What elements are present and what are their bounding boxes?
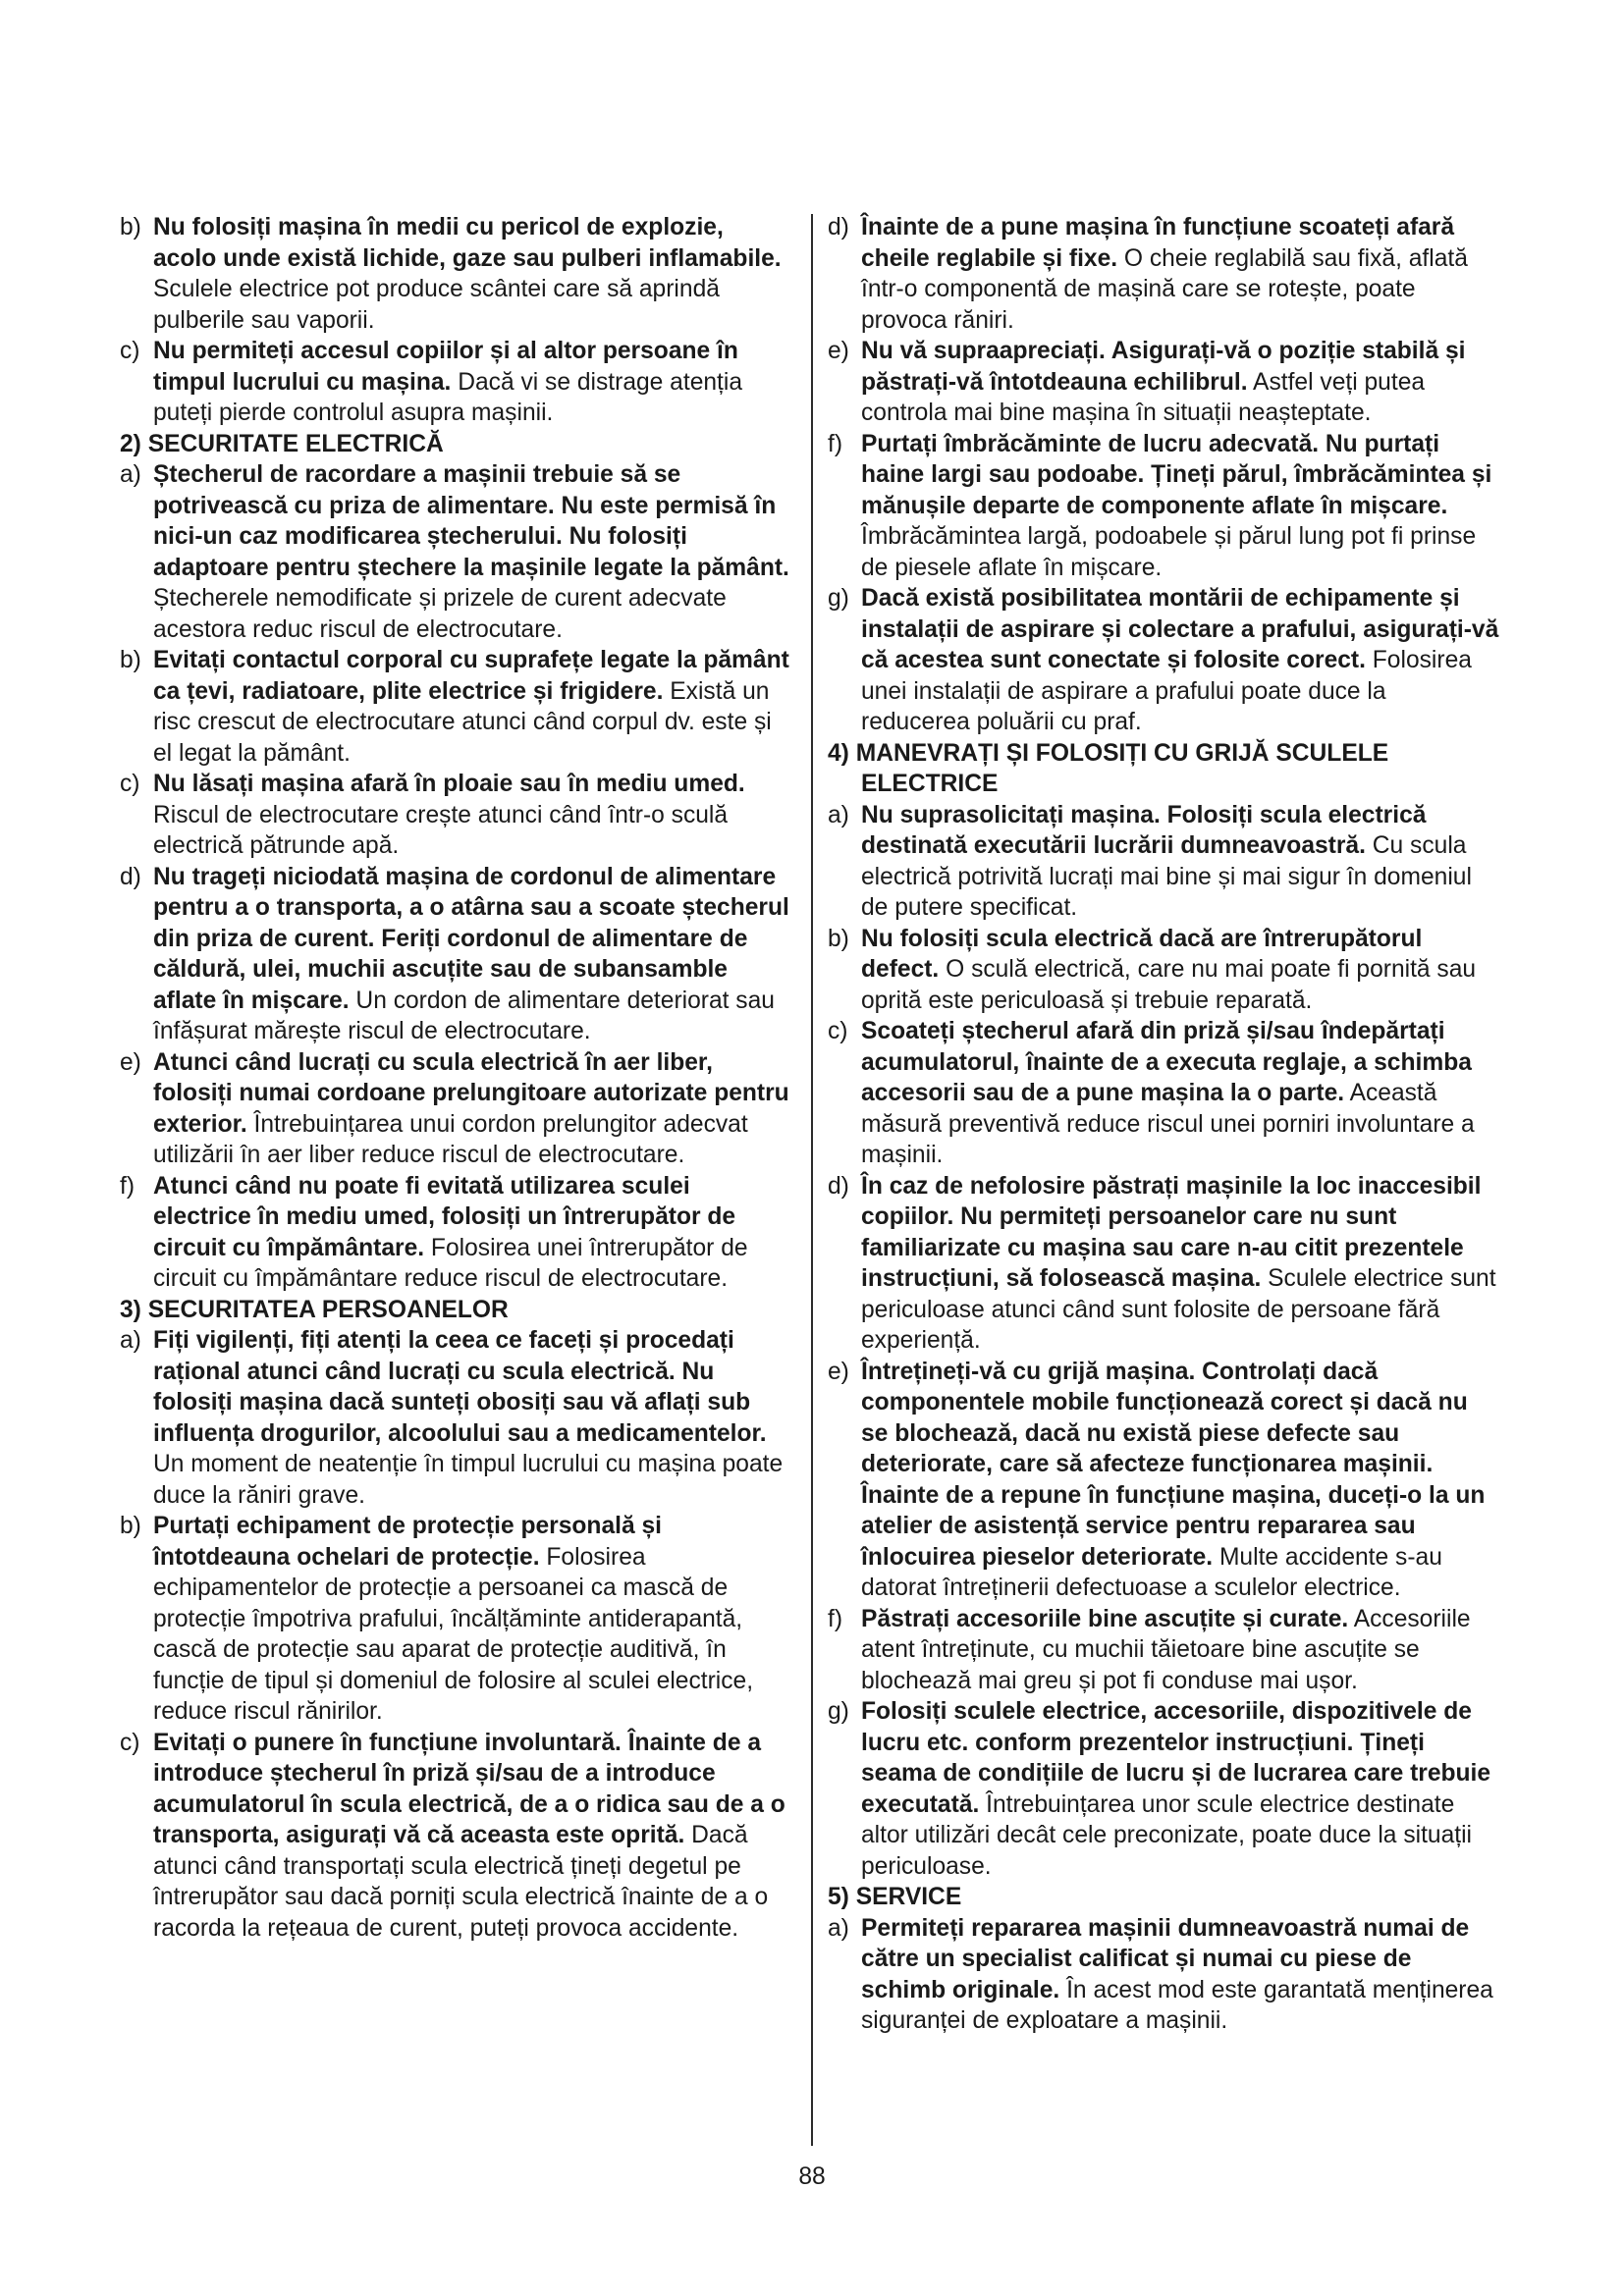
item-body-text: Folosirea echipamentelor de protecție a persoanei ca mască de protecție împotriva prafului, încălțăminte antiderapantă, cască de protecție sau aparat de protecție auditivă, în funcție de tipul și domeniul de folosire al sculei electrice, reduce riscul rănirilor. <box>153 1543 754 1725</box>
item-label: g) <box>828 1698 849 1725</box>
item-bold-text: Purtați îmbrăcăminte de lucru adecvată. Nu purtați haine largi sau podoabe. Țineți părul, îmbrăcămintea și mănușile departe de componente aflate în mișcare. <box>861 430 1492 519</box>
list-item <box>120 645 792 769</box>
item-bold-text: În caz de nefolosire păstrați mașinile la loc inaccesibil copiilor. Nu permiteți persoanelor care nu sunt familiarizate cu mașina sau care n-au citit prezentele instrucțiuni, să folosească mașina. <box>861 1172 1482 1292</box>
left-column <box>120 212 792 1944</box>
item-body-text: Cu scula electrică potrivită lucrați mai bine și mai sigur în domeniul de putere specificat. <box>861 832 1472 921</box>
item-body-text: Un moment de neatenție în timpul lucrului cu mașina poate duce la răniri grave. <box>153 1451 784 1509</box>
item-body-text: Îmbrăcămintea largă, podoabele și părul lung pot fi prinse de piesele aflate în mișcare. <box>861 523 1477 581</box>
item-label: f) <box>828 430 843 457</box>
section-heading: 5) SERVICE <box>828 1884 962 1910</box>
item-bold-text: Nu permiteți accesul copiilor și al altor persoane în timpul lucrului cu mașina. <box>153 338 738 396</box>
item-label: a) <box>828 801 849 828</box>
item-label: b) <box>120 647 141 673</box>
list-item <box>828 1171 1500 1357</box>
item-bold-text: Atunci când nu poate fi evitată utilizarea sculei electrice în mediu umed, folosiți un întrerupător de circuit cu împământare. <box>153 1172 736 1261</box>
list-item <box>828 212 1500 336</box>
item-body-text: Folosirea unei instalații de aspirare a prafului poate duce la reducerea poluării cu praf. <box>861 647 1472 735</box>
item-label: e) <box>828 338 849 364</box>
list-item <box>828 1357 1500 1604</box>
item-body-text: Această măsură preventivă reduce riscul unei porniri involuntare a mașinii. <box>861 1080 1475 1168</box>
item-body-text: În acest mod este garantată menținerea siguranței de exploatare a mașinii. <box>861 1976 1493 2034</box>
section-heading: 3) SECURITATEA PERSOANELOR <box>120 1296 509 1323</box>
item-bold-text: Atunci când lucrați cu scula electrică în aer liber, folosiți numai cordoane prelungitoare autorizate pentru exterior. <box>153 1048 789 1138</box>
item-body-text: Întrebuințarea unui cordon prelungitor adecvat utilizării în aer liber reduce riscul de electrocutare. <box>153 1110 748 1168</box>
item-label: c) <box>120 771 140 797</box>
list-item <box>120 1728 792 1945</box>
item-label: b) <box>120 1513 141 1539</box>
item-bold-text: Evitați o punere în funcțiune involuntară. Înainte de a introduce ștecherul în priză și/sau de a introduce acumulatorul în scula electrică, de a o ridica sau de a o transporta, asigurați vă că aceasta este oprită. <box>153 1729 785 1848</box>
item-body-text: Accesoriile atent întreținute, cu muchii tăietoare bine ascuțite se blochează mai greu și pot fi conduse mai ușor. <box>861 1605 1471 1694</box>
item-label: b) <box>120 214 141 240</box>
list-item <box>828 800 1500 924</box>
item-bold-text: Evitați contactul corporal cu suprafețe legate la pământ ca țevi, radiatoare, plite electrice și frigidere. <box>153 647 789 705</box>
item-label: a) <box>120 461 141 488</box>
list-item <box>120 1171 792 1295</box>
list-item <box>120 1047 792 1171</box>
item-body-text: Sculele electrice sunt periculoase atunci când sunt folosite de persoane fără experiență. <box>861 1265 1496 1354</box>
item-body-text: O cheie reglabilă sau fixă, aflată într-o componentă de mașină care se rotește, poate provoca răniri. <box>861 244 1468 334</box>
item-bold-text: Nu folosiți scula electrică dacă are întrerupătorul defect. <box>861 925 1423 983</box>
page-number: 88 <box>798 2163 826 2190</box>
section-heading: 4) MANEVRAȚI ȘI FOLOSIȚI CU GRIJĂ SCULELE ELECTRICE <box>828 739 1389 797</box>
list-item <box>120 212 792 336</box>
item-body-text: Dacă vi se distrage atenția puteți pierde controlul asupra mașinii. <box>153 368 743 426</box>
right-column <box>828 212 1500 2037</box>
item-bold-text: Permiteți repararea mașinii dumneavoastră numai de către un specialist calificat și numai cu piese de schimb originale. <box>861 1914 1470 2003</box>
list-item <box>828 1913 1500 2037</box>
item-label: e) <box>120 1048 141 1076</box>
item-label: c) <box>120 338 140 364</box>
item-body-text: Ștecherele nemodificate și prizele de curent adecvate acestora reduc riscul de electrocutare. <box>153 585 727 643</box>
item-bold-text: Nu suprasolicitați mașina. Folosiți scula electrică destinată executării lucrării dumneavoastră. <box>861 801 1427 859</box>
item-body-text: Folosirea unei întrerupător de circuit cu împământare reduce riscul de electrocutare. <box>153 1234 748 1292</box>
item-bold-text: Nu vă supraapreciați. Asigurați-vă o poziție stabilă și păstrați-vă întotdeauna echilibrul. <box>861 338 1466 396</box>
item-bold-text: Purtați echipament de protecție personală și întotdeauna ochelari de protecție. <box>153 1513 662 1571</box>
item-bold-text: Înainte de a pune mașina în funcțiune scoateți afară cheile reglabile și fixe. <box>861 214 1455 272</box>
list-item <box>120 1325 792 1511</box>
item-bold-text: Întrețineți-vă cu grijă mașina. Controlați dacă componentele mobile funcționează corect și dacă nu se blochează, dacă nu există piese defecte sau deteriorate, care să afecteze funcționarea mașinii. Înainte de a repune în funcțiune mașina, duceți-o la un atelier de asistență service pentru repararea sau înlocuirea pieselor deteriorate. <box>861 1358 1486 1571</box>
item-label: f) <box>828 1605 843 1632</box>
item-body-text: O sculă electrică, care nu mai poate fi pornită sau oprită este periculoasă și trebuie reparată. <box>861 956 1477 1014</box>
list-item <box>120 336 792 429</box>
item-body-text: Sculele electrice pot produce scântei care să aprindă pulberile sau vaporii. <box>153 276 720 334</box>
item-body-text: Riscul de electrocutare crește atunci când într-o sculă electrică pătrunde apă. <box>153 801 729 859</box>
item-label: c) <box>828 1018 848 1044</box>
section-heading: 2) SECURITATE ELECTRICĂ <box>120 430 444 457</box>
item-label: d) <box>120 863 141 890</box>
item-label: e) <box>828 1358 849 1385</box>
list-item <box>828 336 1500 429</box>
list-item <box>828 1604 1500 1697</box>
list-item <box>120 862 792 1047</box>
list-item <box>828 924 1500 1017</box>
item-bold-text: Dacă există posibilitatea montării de echipamente și instalații de aspirare și colectare a prafului, asigurați-vă că acestea sunt conectate și folosite corect. <box>861 585 1499 673</box>
item-body-text: Multe accidente s-au datorat întreținerii defectuoase a sculelor electrice. <box>861 1543 1442 1601</box>
item-label: b) <box>828 925 849 952</box>
item-label: f) <box>120 1172 135 1200</box>
item-label: a) <box>828 1914 849 1942</box>
item-body-text: Există un risc crescut de electrocutare atunci când corpul dv. este și el legat la pământ. <box>153 677 772 767</box>
item-label: g) <box>828 585 849 612</box>
list-item <box>120 459 792 645</box>
item-bold-text: Nu trageți niciodată mașina de cordonul de alimentare pentru a o transporta, a o atârna sau a scoate ștecherul din priza de curent. Feriți cordonul de alimentare de căldură, ulei, muchii ascuțite sau de subansamble aflate în mișcare. <box>153 863 789 1014</box>
item-body-text: Dacă atunci când transportați scula electrică țineți degetul pe întrerupător sau dacă porniți scula electrică înainte de a o racorda la rețeaua de curent, puteți provoca accidente. <box>153 1822 769 1942</box>
item-bold-text: Nu lăsați mașina afară în ploaie sau în mediu umed. <box>153 771 745 797</box>
item-label: a) <box>120 1327 141 1354</box>
item-label: d) <box>828 1172 849 1200</box>
item-label: d) <box>828 214 849 240</box>
item-label: c) <box>120 1729 140 1756</box>
list-item <box>828 1016 1500 1171</box>
item-bold-text: Scoateți ștecherul afară din priză și/sau îndepărtați acumulatorul, înainte de a executa reglaje, a schimba accesorii sau de a pune mașina la o parte. <box>861 1018 1472 1106</box>
item-bold-text: Păstrați accesoriile bine ascuțite și curate. <box>861 1605 1349 1632</box>
item-bold-text: Nu folosiți mașina în medii cu pericol de explozie, acolo unde există lichide, gaze sau pulberi inflamabile. <box>153 214 782 272</box>
item-bold-text: Folosiți sculele electrice, accesoriile, dispozitivele de lucru etc. conform prezentelor instrucțiuni. Țineți seama de condițiile de lucru și de lucrarea care trebuie executată. <box>861 1698 1491 1818</box>
list-item <box>828 429 1500 584</box>
item-body-text: Astfel veți putea controla mai bine mașina în situații neașteptate. <box>861 368 1426 426</box>
list-item <box>828 1696 1500 1882</box>
item-body-text: Întrebuințarea unor scule electrice destinate altor utilizări decât cele preconizate, poate duce la situații periculoase. <box>861 1790 1473 1880</box>
item-bold-text: Ștecherul de racordare a mașinii trebuie să se potrivească cu priza de alimentare. Nu este permisă în nici-un caz modificarea ștecherului. Nu folosiți adaptoare pentru ștechere la mașinile legate la pământ. <box>153 461 789 581</box>
column-divider <box>811 214 813 2146</box>
list-item <box>828 583 1500 738</box>
item-body-text: Un cordon de alimentare deteriorat sau înfășurat mărește riscul de electrocutare. <box>153 987 775 1044</box>
item-bold-text: Fiți vigilenți, fiți atenți la ceea ce faceți și procedați rațional atunci când lucrați cu scula electrică. Nu folosiți mașina dacă sunteți obosiți sau vă aflați sub influența drogurilor, alcoolului sau a medicamentelor. <box>153 1327 767 1447</box>
list-item <box>120 1511 792 1728</box>
list-item <box>120 769 792 862</box>
